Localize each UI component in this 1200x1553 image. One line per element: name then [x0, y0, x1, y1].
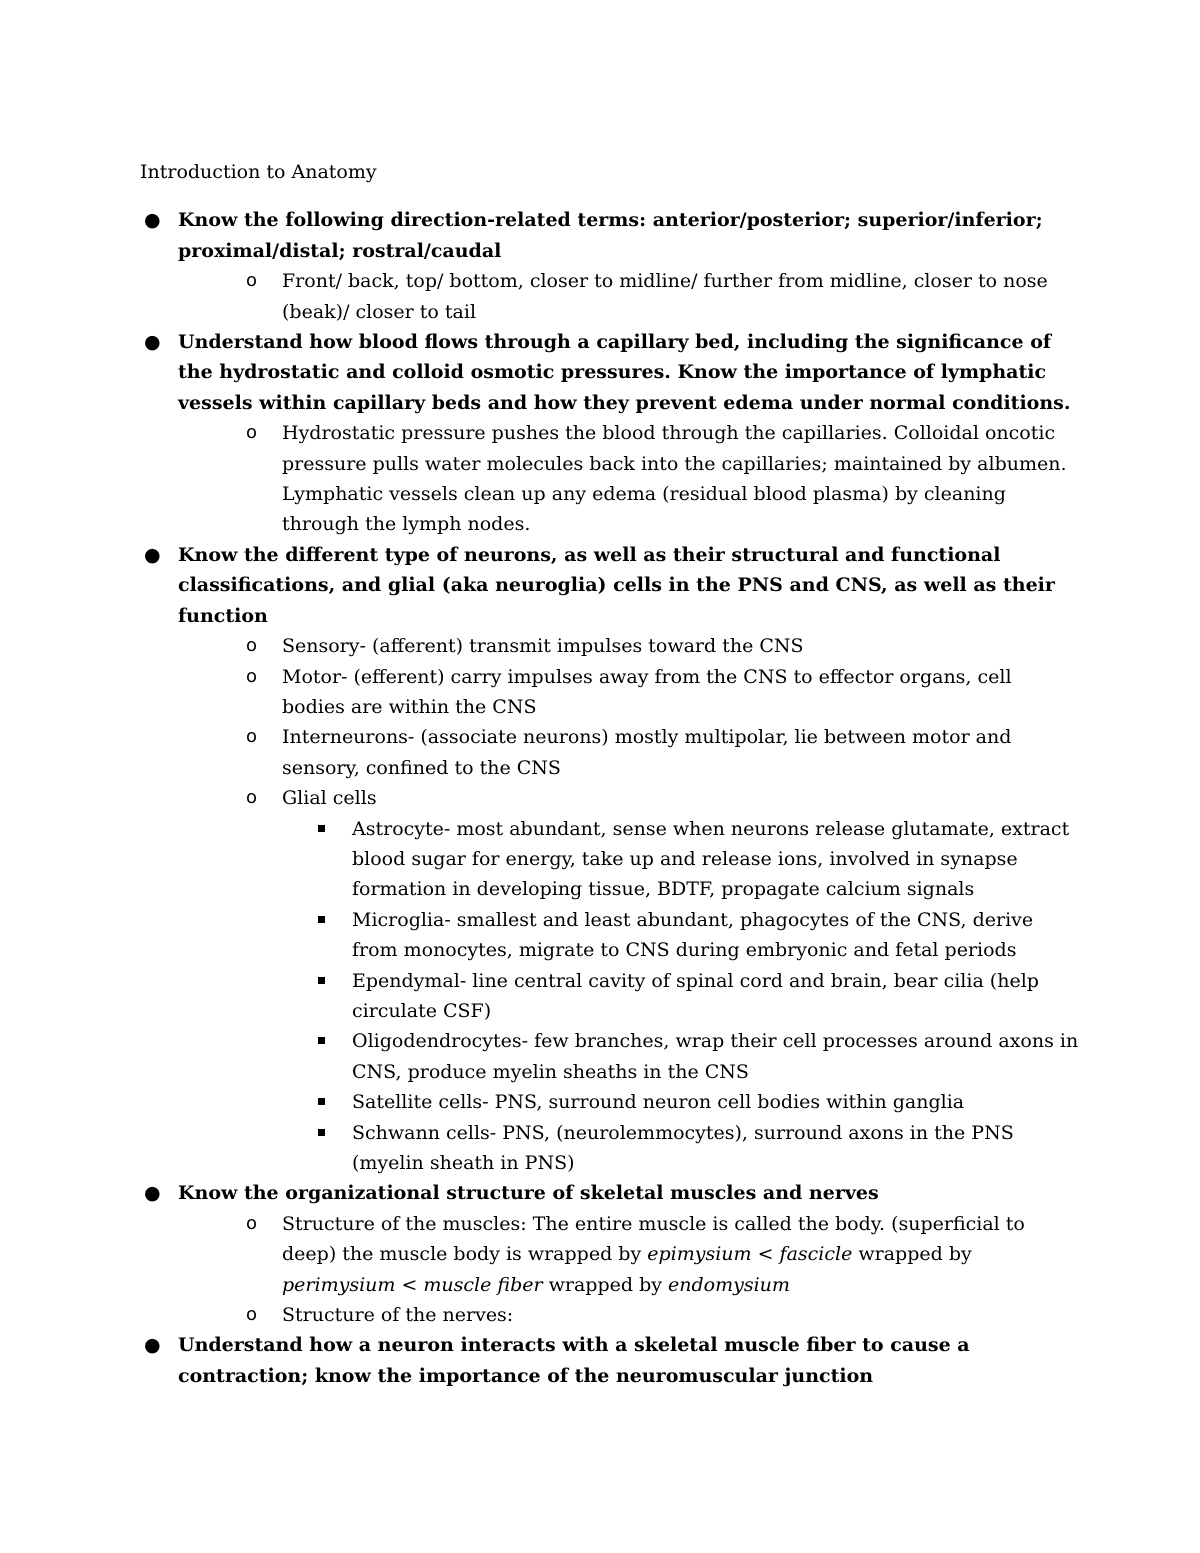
glial-cell-text: Astrocyte- most abundant, sense when neurons release glutamate, extract blood sugar for energy, take up and release ions, involved in synapse formation in developing tissue, BDTF, propagate calcium signals — [352, 817, 1070, 901]
list-item — [140, 327, 1080, 540]
note-text: Sensory- (afferent) transmit impulses toward the CNS — [282, 635, 804, 658]
glial-cell-text: Satellite cells- PNS, surround neuron cell bodies within ganglia — [352, 1091, 965, 1114]
topic-heading: Know the organizational structure of skeletal muscles and nerves — [178, 1182, 879, 1205]
bullet-circle: o — [246, 422, 258, 444]
list-item — [316, 905, 1080, 966]
note-text: Hydrostatic pressure pushes the blood through the capillaries. Colloidal oncotic pressure pulls water molecules back into the capillaries; maintained by albumen. Lymphatic vessels clean up any edema (residual blood plasma) by cleaning through the lymph nodes. — [282, 422, 1067, 536]
bullet-circle: o — [246, 726, 258, 748]
bullet-disc: ● — [144, 1182, 161, 1205]
bullet-circle: o — [246, 635, 258, 657]
document-title: Introduction to Anatomy — [140, 161, 377, 183]
glial-cell-text: Oligodendrocytes- few branches, wrap their cell processes around axons in CNS, produce myelin sheaths in the CNS — [352, 1030, 1079, 1083]
bullet-square — [318, 825, 325, 832]
muscle-structure-note — [282, 1209, 1080, 1300]
bullet-circle: o — [246, 1304, 258, 1326]
list-item — [246, 266, 1080, 327]
list-item — [140, 1178, 1080, 1330]
term-perimysium: perimysium — [282, 1273, 396, 1296]
bullet-disc: ● — [144, 1334, 161, 1357]
bullet-circle: o — [246, 787, 258, 809]
bullet-disc: ● — [144, 209, 161, 232]
list-item — [246, 1209, 1080, 1300]
list-item — [140, 1330, 1080, 1391]
bullet-square — [318, 977, 325, 984]
notes-list — [246, 631, 1080, 1178]
note-run: < — [751, 1243, 780, 1266]
bullet-circle: o — [246, 270, 258, 292]
term-endomysium: endomysium — [668, 1273, 790, 1296]
list-item — [316, 814, 1080, 905]
list-item — [140, 540, 1080, 1179]
bullet-square — [318, 916, 325, 923]
glial-cells-list — [316, 814, 1080, 1179]
term-fascicle: fascicle — [779, 1243, 853, 1266]
topic-list — [140, 205, 1080, 1391]
topic-heading: Know the different type of neurons, as well as their structural and functional classifications, and glial (aka neuroglia) cells in the PNS and CNS, as well as their function — [178, 543, 1055, 627]
bullet-circle: o — [246, 1212, 258, 1234]
note-text: Structure of the nerves: — [282, 1304, 514, 1327]
list-item — [246, 1300, 1080, 1330]
note-text: Front/ back, top/ bottom, closer to midline/ further from midline, closer to nose (beak)/ closer to tail — [282, 270, 1048, 323]
list-item — [246, 662, 1080, 723]
list-item — [316, 966, 1080, 1027]
topic-heading: Know the following direction-related terms: anterior/posterior; superior/inferior; proximal/distal; rostral/caudal — [178, 209, 1043, 262]
topic-heading: Understand how a neuron interacts with a skeletal muscle fiber to cause a contraction; know the importance of the neuromuscular junction — [178, 1334, 970, 1387]
list-item — [316, 1118, 1080, 1179]
bullet-square — [318, 1098, 325, 1105]
note-run: wrapped by — [542, 1273, 668, 1296]
note-run: < — [395, 1273, 424, 1296]
bullet-square — [318, 1129, 325, 1136]
notes-list — [246, 1209, 1080, 1331]
list-item — [246, 783, 1080, 1178]
list-item — [246, 418, 1080, 540]
list-item — [246, 722, 1080, 783]
note-run: Structure of the muscles: The entire muscle is called the body. (superficial to deep) the muscle body is wrapped by — [282, 1212, 1025, 1266]
notes-list — [246, 266, 1080, 327]
note-text: Glial cells — [282, 787, 377, 810]
glial-cell-text: Ependymal- line central cavity of spinal cord and brain, bear cilia (help circulate CSF) — [352, 969, 1039, 1022]
glial-cell-text: Schwann cells- PNS, (neurolemmocytes), surround axons in the PNS (myelin sheath in PNS) — [352, 1121, 1014, 1174]
term-epimysium: epimysium — [647, 1243, 752, 1266]
bullet-disc: ● — [144, 331, 161, 354]
list-item — [140, 205, 1080, 327]
bullet-circle: o — [246, 665, 258, 687]
list-item — [246, 631, 1080, 661]
note-text: Interneurons- (associate neurons) mostly multipolar, lie between motor and sensory, confined to the CNS — [282, 726, 1012, 779]
notes-list — [246, 418, 1080, 540]
note-run: wrapped by — [852, 1243, 972, 1266]
bullet-disc: ● — [144, 543, 161, 566]
note-text: Motor- (efferent) carry impulses away from the CNS to effector organs, cell bodies are within the CNS — [282, 665, 1012, 718]
list-item — [316, 1026, 1080, 1087]
term-muscle-fiber: muscle fiber — [423, 1273, 543, 1296]
topic-heading: Understand how blood flows through a capillary bed, including the significance of the hydrostatic and colloid osmotic pressures. Know the importance of lymphatic vessels within capillary beds and how they prevent edema under normal conditions. — [178, 331, 1071, 414]
bullet-square — [318, 1037, 325, 1044]
glial-cell-text: Microglia- smallest and least abundant, phagocytes of the CNS, derive from monocytes, migrate to CNS during embryonic and fetal periods — [352, 908, 1034, 962]
list-item — [316, 1087, 1080, 1117]
